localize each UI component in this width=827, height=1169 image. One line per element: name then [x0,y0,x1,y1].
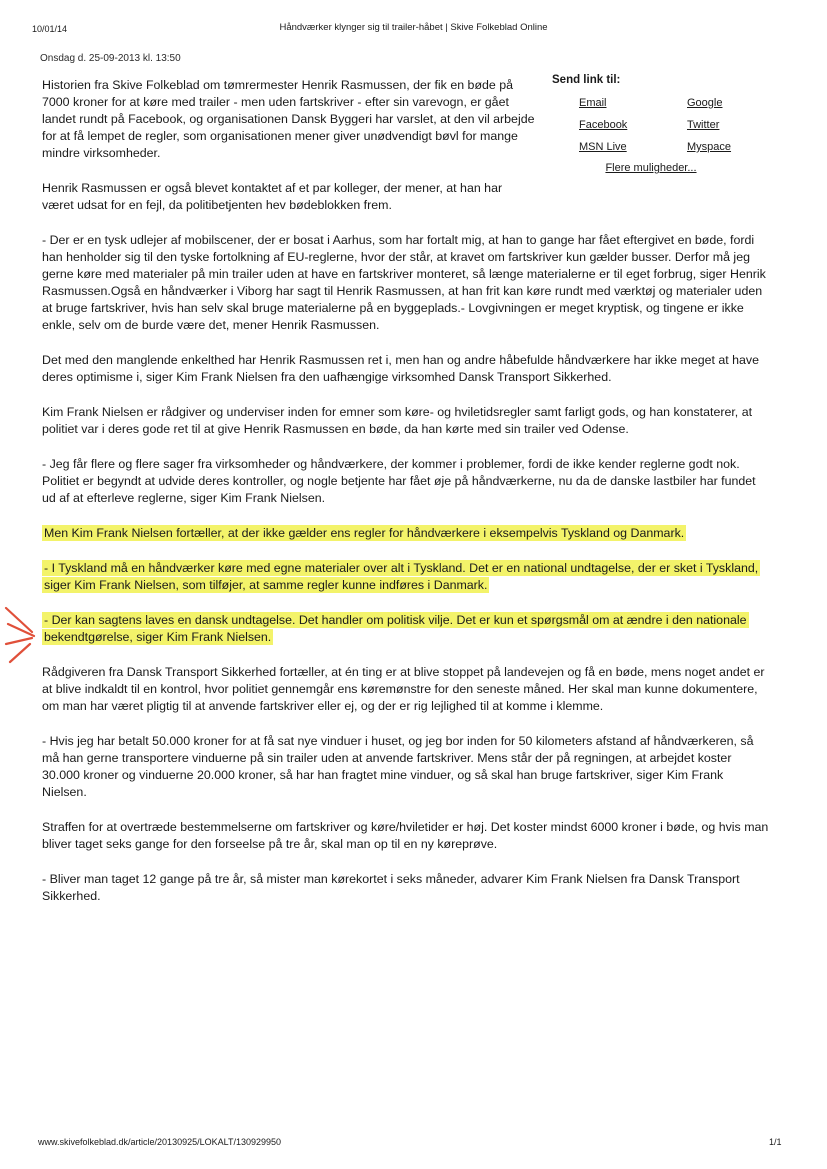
paragraph: - Der er en tysk udlejer af mobilscener, der er bosat i Aarhus, som har fortalt mig, at han to gange har fået eftergivet en bøde, fordi han henholder sig til den tyske fortolkning af EU-reglerne, hvor der står, at kravet om fartskriver kun gælder busser. Derfor må jeg gerne køre med materialer på min trailer uden at have en fartskriver monteret, så længe materialerne er til eget forbrug, siger Henrik Rasmussen.Også en håndværker i Viborg har sagt til Henrik Rasmussen, at han frit kan køre rundt med værktøj og materialer uden at bruge fartskriver, hvis han selv skal bruge materialerne på en byggeplads.- Lovgivningen er meget kryptisk, og tingene er ikke enkle, selv om de burde være det, mener Henrik Rasmussen. [42,233,766,332]
share-title: Send link til: [552,74,621,86]
paragraph: Historien fra Skive Folkeblad om tømrermester Henrik Rasmussen, der fik en bøde på 7000 kroner for at køre med trailer - men uden fartskriver - efter sin varevogn, er gået landet rundt på Facebook, og organisationen Dansk Byggeri har varslet, at den vil arbejde for at få lempet de regler, som organisationen mener giver unødvendigt bøvl for mange mindre virksomheder. [42,78,535,160]
share-facebook-link[interactable]: Facebook [579,119,628,131]
highlighted-paragraph [42,525,770,542]
paragraph: - Jeg får flere og flere sager fra virksomheder og håndværkere, der kommer i problemer, fordi de ikke kender reglerne godt nok. Politiet er begyndt at udvide deres kontroller, og nogle betjente har fået øje på håndværkerne, nu da de danske lastbiler har fundet ud af at efterleve reglerne, siger Kim Frank Nielsen. [42,457,756,505]
paragraph: Straffen for at overtræde bestemmelserne om fartskriver og køre/hviletider er høj. Det koster mindst 6000 kroner i bøde, og hvis man bliver taget seks gange for den forseelse på tre år, skal man op til en ny køreprøve. [42,820,769,851]
highlighted-paragraph [42,560,770,594]
share-myspace-link[interactable]: Myspace [687,141,732,153]
highlighted-paragraph [42,612,770,646]
paragraph: Det med den manglende enkelthed har Henrik Rasmussen ret i, men han og andre håbefulde håndværkere har ikke meget at have deres optimisme i, siger Kim Frank Nielsen fra den uafhængige virksomhed Dansk Transport Sikkerhed. [42,353,760,384]
paragraph: - Hvis jeg har betalt 50.000 kroner for at få sat nye vinduer i huset, og jeg bor inden for 50 kilometers afstand af håndværkeren, så må han gerne transportere vinduerne på sin trailer uden at anvende fartskriver. Mens står der på regningen, at arbejdet koster 30.000 kroner og vinduerne 20.000 kroner, så har han fragtet mine vinduer, og så skal han bruge fartskriver, siger Kim Frank Nielsen. [42,734,754,799]
paragraph: Rådgiveren fra Dansk Transport Sikkerhed fortæller, at én ting er at blive stoppet på landevejen og få en bøde, mens noget andet er at blive indkaldt til en kontrol, hvor politiet gennemgår ens køremønstre for den seneste måned. Her skal man kunne dokumentere, om man har været pligtig til at anvende fartskriver eller ej, og der er rig lejlighed til at komme i klemme. [42,665,765,713]
pen-mark-arrow-icon [2,604,40,668]
paragraph: Henrik Rasmussen er også blevet kontaktet af et par kolleger, der mener, at han har været udsat for en fejl, da politibetjenten hev bødeblokken frem. [42,181,503,212]
more-options-link[interactable]: Flere muligheder... [605,162,697,174]
paragraph: - Bliver man taget 12 gange på tre år, så mister man kørekortet i seks måneder, advarer Kim Frank Nielsen fra Dansk Transport Sikkerhed. [42,872,740,903]
page-title: Håndværker klynger sig til trailer-håbet | Skive Folkeblad Online [279,22,548,33]
print-date: 10/01/14 [32,24,68,34]
article-body [42,77,770,923]
paragraph-text: - I Tyskland må en håndværker køre med egne materialer over alt i Tyskland. Det er en national undtagelse, der er sket i Tyskland, siger Kim Frank Nielsen, som tilføjer, at samme regler kunne indføres i Danmark. [44,561,759,592]
page-number: 1/1 [769,1137,782,1147]
paragraph: Kim Frank Nielsen er rådgiver og underviser inden for emner som køre- og hviletidsregler samt farligt gods, og han konstaterer, at politiet var i deres gode ret til at give Henrik Rasmussen en bøde, da han kørte med sin trailer ved Odense. [42,405,753,436]
paragraph-text: Men Kim Frank Nielsen fortæller, at der ikke gælder ens regler for håndværkere i eksempelvis Tyskland og Danmark. [44,526,685,540]
share-twitter-link[interactable]: Twitter [687,119,720,131]
share-google-link[interactable]: Google [687,97,723,109]
article-dateline: Onsdag d. 25-09-2013 kl. 13:50 [40,53,181,64]
paragraph-text: - Der kan sagtens laves en dansk undtagelse. Det handler om politisk vilje. Det er kun et spørgsmål om at ændre i den nationale bekendtgørelse, siger Kim Frank Nielsen. [44,613,747,644]
share-msn-live-link[interactable]: MSN Live [579,141,627,153]
footer-url: www.skivefolkeblad.dk/article/20130925/LOKALT/130929950 [38,1137,281,1147]
share-email-link[interactable]: Email [579,97,607,109]
